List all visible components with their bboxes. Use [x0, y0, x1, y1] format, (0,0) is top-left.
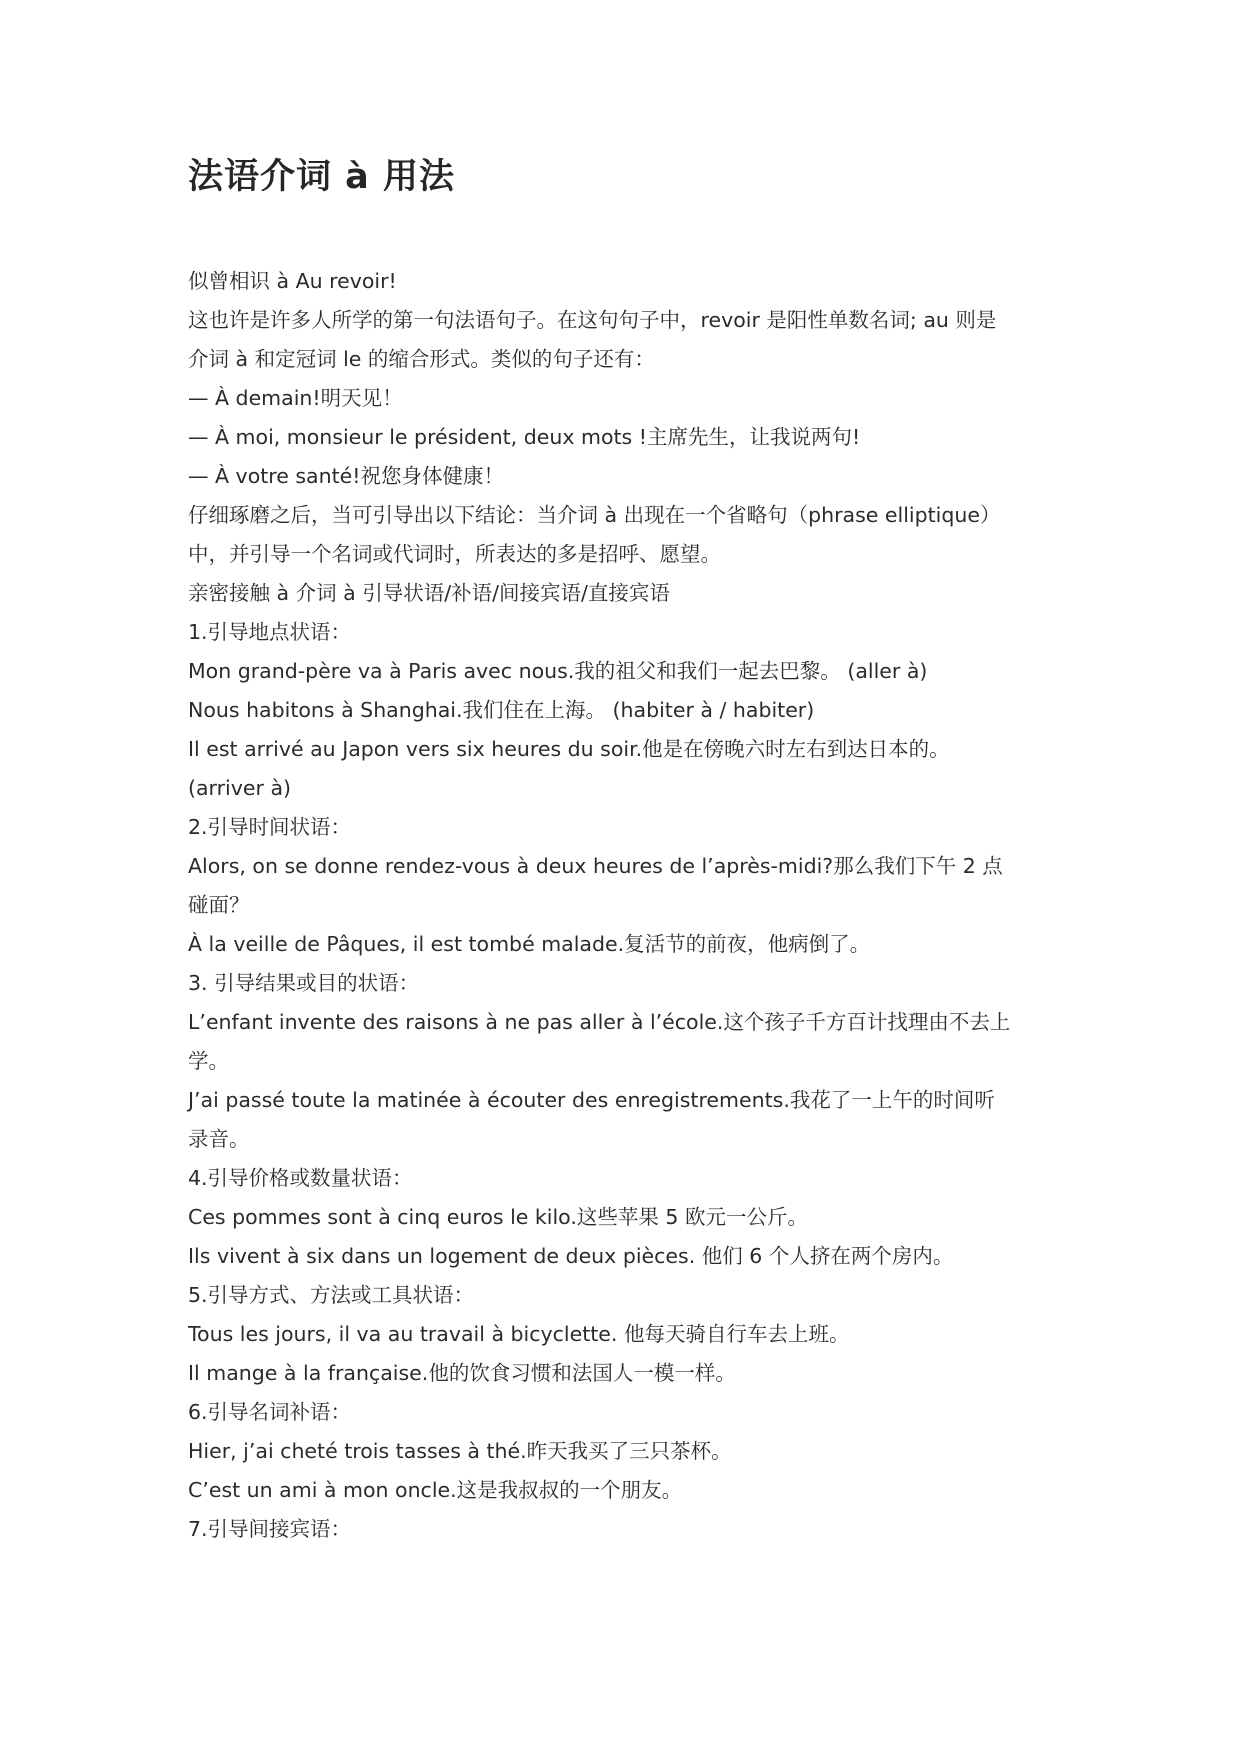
text-line: Il est arrivé au Japon vers six heures du soir.他是在傍晚六时左右到达日本的。 — [188, 737, 950, 761]
text-line: Il mange à la française.他的饮食习惯和法国人一模一样。 — [188, 1361, 736, 1385]
text-line: 仔细琢磨之后，当可引导出以下结论：当介词 à 出现在一个省略句（phrase elliptique） — [188, 503, 1001, 527]
text-line: 1.引导地点状语： — [188, 620, 352, 644]
text-line: Mon grand-père va à Paris avec nous.我的祖父和我们一起去巴黎。 (aller à) — [188, 659, 928, 683]
document-body — [188, 262, 1068, 1549]
text-line: 4.引导价格或数量状语： — [188, 1166, 413, 1190]
text-line: 3. 引导结果或目的状语： — [188, 971, 420, 995]
text-line: (arriver à) — [188, 776, 292, 800]
text-line: 中，并引导一个名词或代词时，所表达的多是招呼、愿望。 — [188, 542, 721, 566]
text-line: Ces pommes sont à cinq euros le kilo.这些苹果 5 欧元一公斤。 — [188, 1205, 808, 1229]
text-line: J’ai passé toute la matinée à écouter des enregistrements.我花了一上午的时间听 — [188, 1088, 995, 1112]
text-line: 似曾相识 à Au revoir! — [188, 269, 397, 293]
text-line: — À moi, monsieur le président, deux mots !主席先生，让我说两句! — [188, 425, 861, 449]
text-line: 这也许是许多人所学的第一句法语句子。在这句句子中，revoir 是阳性单数名词; au 则是 — [188, 308, 997, 332]
text-line: — À votre santé!祝您身体健康！ — [188, 464, 504, 488]
text-line: Hier, j’ai cheté trois tasses à thé.昨天我买了三只茶杯。 — [188, 1439, 732, 1463]
text-line: C’est un ami à mon oncle.这是我叔叔的一个朋友。 — [188, 1478, 683, 1502]
text-line: 录音。 — [188, 1127, 250, 1151]
text-line: Tous les jours, il va au travail à bicyclette. 他每天骑自行车去上班。 — [188, 1322, 850, 1346]
text-line: 6.引导名词补语： — [188, 1400, 352, 1424]
text-line: 7.引导间接宾语： — [188, 1517, 352, 1541]
text-line: — À demain!明天见！ — [188, 386, 403, 410]
text-line: L’enfant invente des raisons à ne pas aller à l’école.这个孩子千方百计找理由不去上 — [188, 1010, 1011, 1034]
text-line: 2.引导时间状语： — [188, 815, 352, 839]
text-line: 5.引导方式、方法或工具状语： — [188, 1283, 475, 1307]
text-line: 亲密接触 à 介词 à 引导状语/补语/间接宾语/直接宾语 — [188, 581, 670, 605]
text-line: 碰面？ — [188, 893, 250, 917]
text-line: Ils vivent à six dans un logement de deux pièces. 他们 6 个人挤在两个房内。 — [188, 1244, 954, 1268]
text-line: 介词 à 和定冠词 le 的缩合形式。类似的句子还有： — [188, 347, 655, 371]
text-line: Nous habitons à Shanghai.我们住在上海。 (habiter à / habiter) — [188, 698, 815, 722]
text-line: 学。 — [188, 1049, 229, 1073]
document-title: 法语介词 à 用法 — [188, 157, 455, 197]
text-line: Alors, on se donne rendez-vous à deux heures de l’après-midi?那么我们下午 2 点 — [188, 854, 1003, 878]
text-line: À la veille de Pâques, il est tombé malade.复活节的前夜，他病倒了。 — [188, 932, 871, 956]
